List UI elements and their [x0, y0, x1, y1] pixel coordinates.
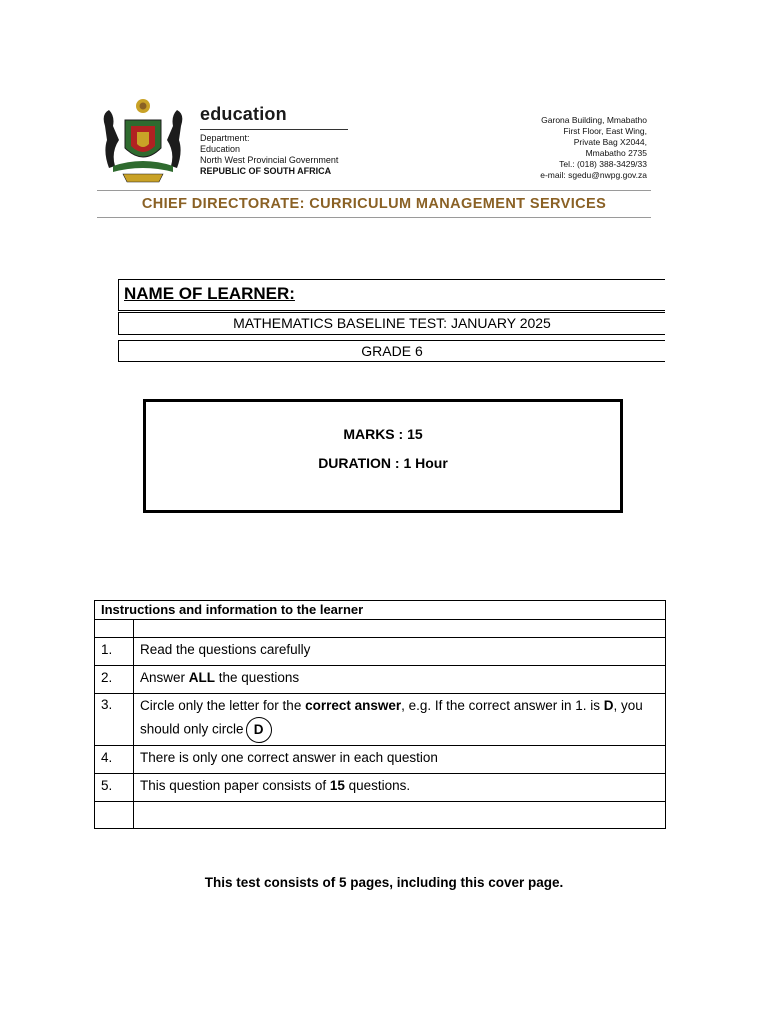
duration-text: DURATION : 1 Hour: [318, 455, 448, 471]
divider: [97, 217, 651, 218]
address-line: Mmabatho 2735: [585, 148, 647, 158]
address-line: First Floor, East Wing,: [563, 126, 647, 136]
item-text: There is only one correct answer in each question: [134, 746, 666, 774]
coat-of-arms-logo: [97, 96, 189, 184]
instructions-table: [94, 600, 666, 829]
item-text: Answer ALL the questions: [134, 666, 666, 694]
learner-name-row: [118, 279, 665, 311]
item-text: Read the questions carefully: [134, 638, 666, 666]
table-row: [95, 694, 666, 746]
item-text: Circle only the letter for the correct answer, e.g. If the correct answer in 1. is D, you should only circle D: [134, 694, 666, 746]
org-title: education: [200, 104, 287, 124]
circled-answer-example: D: [246, 717, 272, 743]
address-block: [540, 115, 647, 181]
test-title: MATHEMATICS BASELINE TEST: JANUARY 2025: [118, 312, 665, 335]
grade-label: GRADE 6: [118, 340, 665, 362]
directorate-title: CHIEF DIRECTORATE: CURRICULUM MANAGEMENT SERVICES: [141, 196, 607, 212]
item-number: 4.: [95, 746, 134, 774]
address-line: Tel.: (018) 388-3429/33: [559, 159, 647, 169]
table-row: [95, 620, 666, 638]
address-line: Garona Building, Mmabatho: [541, 115, 647, 125]
table-row: [95, 638, 666, 666]
dept-line: North West Provincial Government: [200, 155, 339, 165]
marks-box: [143, 399, 623, 513]
dept-line: REPUBLIC OF SOUTH AFRICA: [200, 166, 332, 176]
title-rule: [200, 129, 348, 130]
table-row: [95, 666, 666, 694]
dept-line: Education: [200, 144, 241, 154]
table-row: [95, 774, 666, 802]
department-block: [200, 133, 338, 177]
table-row: [95, 802, 666, 829]
instructions-header: Instructions and information to the learner: [95, 601, 666, 620]
item-number: 3.: [95, 694, 134, 746]
dept-line: Department:: [200, 133, 250, 143]
address-line: e-mail: sgedu@nwpg.gov.za: [540, 170, 647, 180]
item-number: 1.: [95, 638, 134, 666]
item-text: This question paper consists of 15 questions.: [134, 774, 666, 802]
page-count-note: This test consists of 5 pages, including this cover page.: [204, 875, 564, 890]
item-number: 5.: [95, 774, 134, 802]
table-row: [95, 746, 666, 774]
learner-name-label: NAME OF LEARNER:: [124, 284, 295, 303]
marks-text: MARKS : 15: [343, 426, 423, 442]
item-number: 2.: [95, 666, 134, 694]
divider: [97, 190, 651, 191]
address-line: Private Bag X2044,: [573, 137, 647, 147]
letterhead: [97, 96, 651, 222]
